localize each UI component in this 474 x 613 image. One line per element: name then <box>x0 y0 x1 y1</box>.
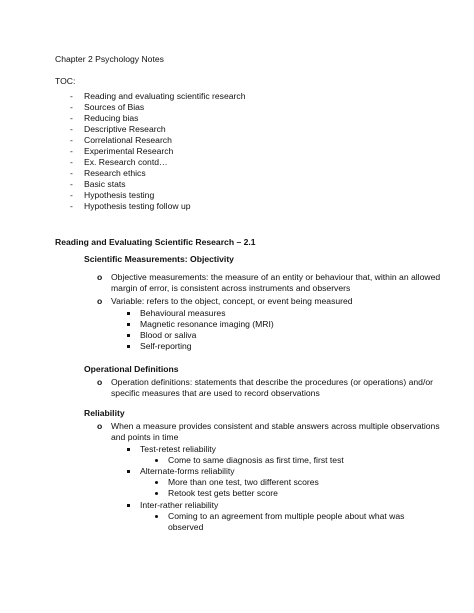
bullet-marker: o <box>97 272 103 282</box>
reliability-detail: More than one test, two different scores <box>168 477 319 487</box>
operational-definition-line1: Operation definitions: statements that describe the procedures (or operations) and/or <box>111 377 433 387</box>
variable-example: Magnetic resonance imaging (MRI) <box>140 319 274 329</box>
variable-example: Behavioural measures <box>140 308 226 318</box>
reliability-detail-line1: Coming to an agreement from multiple people about what was <box>168 511 405 521</box>
toc-item-label: Research ethics <box>84 168 146 178</box>
toc-dash: - <box>70 146 73 156</box>
variable-definition: Variable: refers to the object, concept, or event being measured <box>111 296 353 306</box>
round-bullet <box>155 492 158 495</box>
bullet-marker: o <box>97 377 103 387</box>
reliability-type-alternate-forms: Alternate-forms reliability <box>140 466 235 476</box>
toc-dash: - <box>70 135 73 145</box>
toc-dash: - <box>70 113 73 123</box>
toc-item-label: Descriptive Research <box>84 124 166 134</box>
toc-dash: - <box>70 102 73 112</box>
toc-dash: - <box>70 168 73 178</box>
square-bullet <box>127 323 130 326</box>
variable-example: Self-reporting <box>140 341 192 351</box>
reliability-type-inter-rater: Inter-rather reliability <box>140 500 219 510</box>
round-bullet <box>155 481 158 484</box>
toc-dash: - <box>70 190 73 200</box>
subsection-heading-objectivity: Scientific Measurements: Objectivity <box>84 254 234 264</box>
toc-item-label: Hypothesis testing follow up <box>84 201 191 211</box>
toc-item-label: Reducing bias <box>84 113 139 123</box>
objective-definition-line1: Objective measurements: the measure of an entity or behaviour that, within an allowed <box>111 272 441 282</box>
reliability-type-test-retest: Test-retest reliability <box>140 444 216 454</box>
square-bullet <box>127 312 130 315</box>
toc-item-label: Basic stats <box>84 179 126 189</box>
toc-item-label: Ex. Research contd… <box>84 157 168 167</box>
toc-item-label: Hypothesis testing <box>84 190 155 200</box>
objective-definition-line2: margin of error, is consistent across instruments and observers <box>111 283 351 293</box>
subsection-heading-reliability: Reliability <box>84 408 125 418</box>
toc-dash: - <box>70 124 73 134</box>
round-bullet <box>155 515 158 518</box>
toc-item-label: Reading and evaluating scientific research <box>84 91 246 101</box>
variable-example: Blood or saliva <box>140 330 197 340</box>
bullet-marker: o <box>97 421 103 431</box>
round-bullet <box>155 459 158 462</box>
toc-item-label: Experimental Research <box>84 146 174 156</box>
reliability-definition-line1: When a measure provides consistent and stable answers across multiple observations <box>111 421 440 431</box>
reliability-detail: Retook test gets better score <box>168 488 278 498</box>
reliability-detail-line2: observed <box>168 522 204 532</box>
section-heading: Reading and Evaluating Scientific Research – 2.1 <box>55 237 256 247</box>
document-title: Chapter 2 Psychology Notes <box>55 54 164 64</box>
square-bullet <box>127 345 130 348</box>
square-bullet <box>127 470 130 473</box>
toc-dash: - <box>70 91 73 101</box>
subsection-heading-operational: Operational Definitions <box>84 364 179 374</box>
square-bullet <box>127 334 130 337</box>
toc-item-label: Sources of Bias <box>84 102 145 112</box>
toc-dash: - <box>70 179 73 189</box>
toc-dash: - <box>70 157 73 167</box>
toc-item-label: Correlational Research <box>84 135 172 145</box>
toc-dash: - <box>70 201 73 211</box>
reliability-definition-line2: and points in time <box>111 432 179 442</box>
operational-definition-line2: specific measures that are used to record observations <box>111 388 320 398</box>
reliability-detail: Come to same diagnosis as first time, first test <box>168 455 344 465</box>
square-bullet <box>127 504 130 507</box>
bullet-marker: o <box>97 296 103 306</box>
toc-label: TOC: <box>55 76 76 86</box>
square-bullet <box>127 448 130 451</box>
